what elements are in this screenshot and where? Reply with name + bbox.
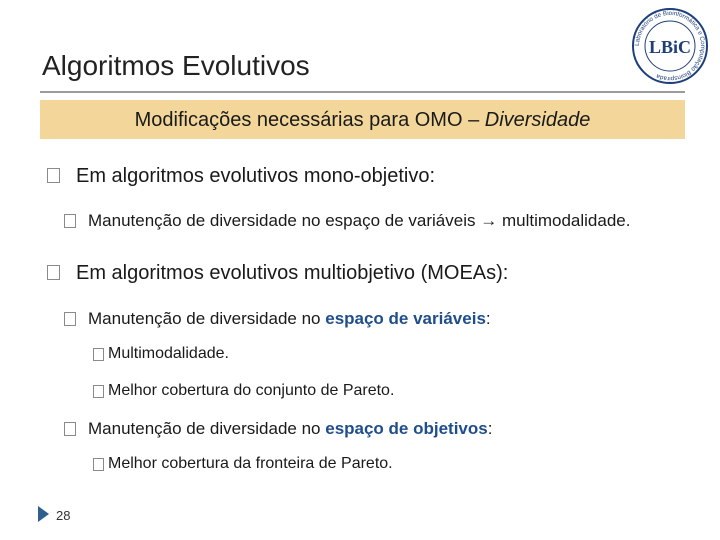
slide-arrow-icon (36, 505, 50, 523)
bullet-text: Manutenção de diversidade no espaço de variáveis (88, 211, 476, 230)
bullet-pareto-set: Melhor cobertura do conjunto de Pareto. (108, 382, 395, 399)
bullet-mono-objective: Em algoritmos evolutivos mono-objetivo: (76, 165, 436, 187)
highlight-objective-space: espaço de objetivos (325, 419, 488, 438)
bullet-box-icon (64, 214, 76, 228)
bullet-box-icon (47, 265, 60, 280)
banner-text: Modificações necessárias para OMO – (134, 109, 485, 131)
bullet-tail: multimodalidade. (501, 211, 631, 230)
slide-title: Algoritmos Evolutivos (42, 50, 310, 81)
bullet-box-icon (93, 348, 104, 361)
lbic-logo (630, 6, 710, 86)
bullet-box-icon (93, 458, 104, 471)
bullet-variable-space (88, 309, 491, 329)
logo-ring-text: Laboratório de Bioinformática e Computação Bioinspirada (633, 9, 707, 83)
section-banner (40, 100, 685, 139)
bullet-box-icon (64, 312, 76, 326)
right-arrow-icon: → (480, 211, 498, 230)
bullet-text: Manutenção de diversidade no (88, 309, 326, 328)
banner-emphasis: Diversidade (484, 109, 591, 131)
bullet-suffix: : (485, 309, 491, 328)
bullet-text: Manutenção de diversidade no (88, 419, 326, 438)
bullet-box-icon (64, 422, 76, 436)
bullet-box-icon (93, 385, 104, 398)
bullet-box-icon (47, 168, 60, 183)
bullet-pareto-front: Melhor cobertura da fronteira de Pareto. (108, 455, 393, 472)
bullet-objective-space (88, 419, 492, 439)
page-number: 28 (56, 508, 71, 523)
bullet-multiobjective: Em algoritmos evolutivos multiobjetivo (MOEAs): (76, 262, 509, 284)
logo-text: LBiC (648, 37, 692, 57)
bullet-multimodality: Multimodalidade. (108, 345, 229, 362)
title-rule (40, 91, 685, 93)
bullet-diversity-variables (88, 211, 630, 231)
bullet-suffix: : (487, 419, 493, 438)
highlight-variable-space: espaço de variáveis (325, 309, 486, 328)
